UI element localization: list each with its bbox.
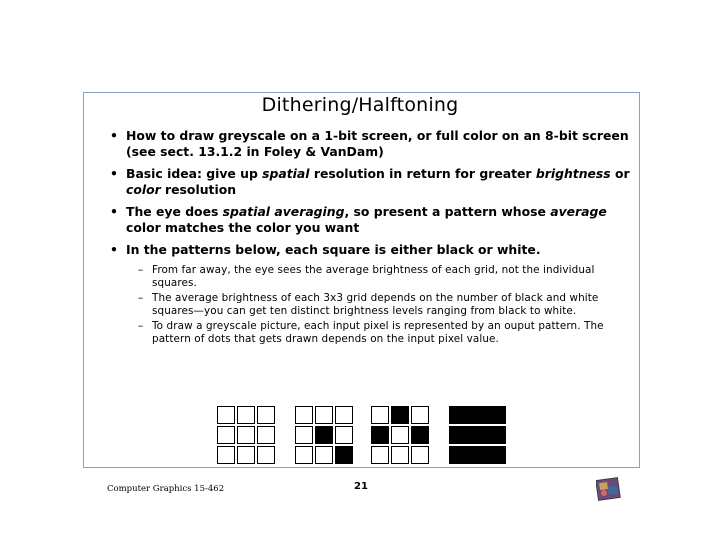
- black-square: [449, 406, 468, 424]
- black-square: [315, 426, 333, 444]
- white-square: [237, 406, 255, 424]
- bullet-text: resolution: [160, 182, 237, 197]
- black-square: [411, 426, 429, 444]
- white-square: [217, 406, 235, 424]
- black-square: [449, 426, 468, 444]
- white-square: [335, 406, 353, 424]
- page-number: 21: [354, 481, 368, 492]
- bullet-emphasis: spatial averaging: [222, 204, 345, 219]
- black-square: [468, 406, 487, 424]
- black-square: [449, 446, 468, 464]
- white-square: [391, 446, 409, 464]
- sub-bullet-3: – To draw a greyscale picture, each input pixel is represented by an ouput pattern. The pattern of dots that gets drawn depends on the input pixel value.: [138, 320, 630, 345]
- bullet-text: In the patterns below, each square is either black or white.: [126, 242, 541, 257]
- white-square: [371, 446, 389, 464]
- black-square: [468, 446, 487, 464]
- white-square: [237, 446, 255, 464]
- dither-pattern-3: [371, 406, 429, 464]
- black-square: [487, 446, 506, 464]
- logo-image-icon: [596, 477, 622, 501]
- bullet-text: resolution in return for greater: [309, 166, 536, 181]
- white-square: [295, 426, 313, 444]
- bullet-2: [110, 166, 630, 198]
- sub-bullet-2: – The average brightness of each 3x3 grid depends on the number of black and white squares—you can get ten distinct brightness levels ranging from black to white.: [138, 292, 630, 317]
- slide-title: Dithering/Halftoning: [261, 94, 459, 116]
- bullet-3: [110, 204, 630, 236]
- black-square: [468, 426, 487, 444]
- black-square: [487, 426, 506, 444]
- dither-pattern-4: [449, 406, 506, 464]
- bullet-emphasis: average: [550, 204, 607, 219]
- white-square: [411, 446, 429, 464]
- bullet-emphasis: spatial: [262, 166, 310, 181]
- sub-bullet-list: [138, 264, 630, 346]
- white-square: [315, 406, 333, 424]
- black-square: [391, 406, 409, 424]
- bullet-1: [110, 128, 630, 160]
- white-square: [295, 406, 313, 424]
- bullet-text: The eye does: [126, 204, 223, 219]
- dither-pattern-2: [295, 406, 353, 464]
- sub-bullet-1: – From far away, the eye sees the average brightness of each grid, not the individual squares.: [138, 264, 630, 289]
- white-square: [217, 446, 235, 464]
- white-square: [391, 426, 409, 444]
- white-square: [257, 426, 275, 444]
- black-square: [371, 426, 389, 444]
- black-square: [487, 406, 506, 424]
- white-square: [335, 426, 353, 444]
- bullet-emphasis: color: [126, 182, 161, 197]
- footer-course: Computer Graphics 15-462: [107, 484, 225, 494]
- bullet-text: How to draw greyscale on a 1-bit screen, or full color on an 8-bit screen (see sect. 13.1.2 in Foley & VanDam): [126, 128, 629, 159]
- bullet-text: color matches the color you want: [126, 220, 360, 235]
- white-square: [411, 406, 429, 424]
- white-square: [371, 406, 389, 424]
- bullet-text: or: [610, 166, 630, 181]
- bullet-emphasis: brightness: [535, 166, 611, 181]
- bullet-list: [110, 128, 630, 349]
- white-square: [315, 446, 333, 464]
- dither-pattern-1: [217, 406, 275, 464]
- white-square: [295, 446, 313, 464]
- white-square: [257, 446, 275, 464]
- white-square: [217, 426, 235, 444]
- bullet-text: Basic idea: give up: [126, 166, 263, 181]
- bullet-4: [110, 242, 630, 258]
- bullet-text: , so present a pattern whose: [344, 204, 551, 219]
- white-square: [237, 426, 255, 444]
- black-square: [335, 446, 353, 464]
- white-square: [257, 406, 275, 424]
